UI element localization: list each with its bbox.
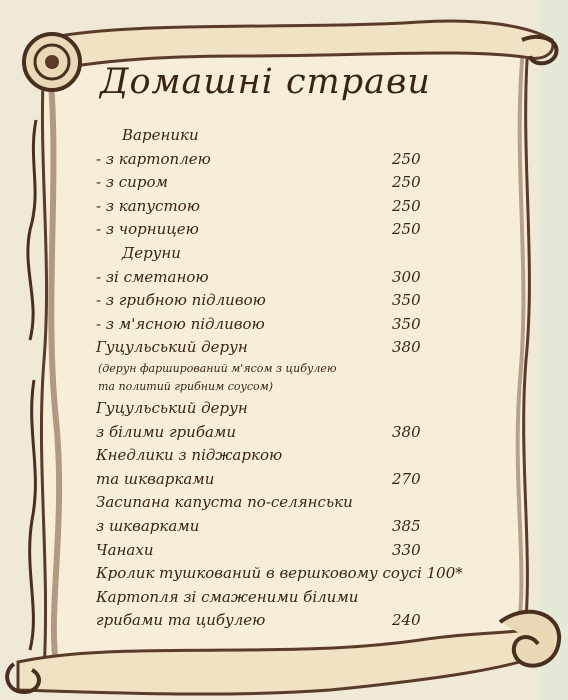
menu-item-row xyxy=(96,266,456,290)
menu-section-heading xyxy=(96,242,456,266)
menu-item-row xyxy=(96,195,456,219)
menu-item-price: 100* xyxy=(421,564,463,583)
menu-item-price: 250 xyxy=(392,149,421,168)
menu-item-name: - з картоплею xyxy=(96,149,211,168)
menu-item-price: 350 xyxy=(392,291,421,310)
menu-item-row xyxy=(96,586,456,610)
menu-item-row xyxy=(96,397,456,421)
menu-item-row xyxy=(96,609,456,633)
menu-item-note xyxy=(96,360,456,379)
menu-item-name: Чанахи xyxy=(96,540,154,559)
menu-item-name: - з капустою xyxy=(96,196,200,215)
menu-item-name: Картопля зі смаженими білими xyxy=(96,587,359,606)
menu-item-row xyxy=(96,171,456,195)
menu-item-name: Гуцульський дерун xyxy=(96,338,248,357)
menu-item-name: Вареники xyxy=(122,126,199,144)
menu-item-name: Кролик тушкований в вершковому соусі xyxy=(96,564,422,583)
menu-item-row xyxy=(96,148,456,172)
menu-item-name: Деруни xyxy=(122,243,181,262)
menu-item-note xyxy=(96,378,456,397)
menu-title: Домашні страви xyxy=(100,62,431,102)
menu-item-row xyxy=(96,218,456,242)
menu-item-name: грибами та цибулею xyxy=(96,611,266,630)
menu-item-price: 380 xyxy=(392,422,421,441)
menu-item-name: - з чорницею xyxy=(96,220,199,239)
menu-item-name: - з грибною підливою xyxy=(96,291,266,310)
menu-item-name: з білими грибами xyxy=(96,422,237,441)
menu-item-name: - зі сметаною xyxy=(96,267,209,286)
menu-item-row xyxy=(96,313,456,337)
menu-item-row xyxy=(96,289,456,313)
menu-item-row xyxy=(96,491,456,515)
menu-item-price: 270 xyxy=(392,469,421,488)
menu-item-name: з шкварками xyxy=(96,516,200,535)
menu-item-row xyxy=(96,515,456,539)
menu-section-heading xyxy=(96,124,456,148)
menu-item-price: 380 xyxy=(392,338,421,357)
menu-item-price: 300 xyxy=(392,267,421,286)
menu-item-row xyxy=(96,336,456,360)
menu-item-price: 250 xyxy=(392,196,421,215)
menu-item-name: - з сиром xyxy=(96,173,168,192)
menu-list xyxy=(96,124,463,633)
menu-item-row xyxy=(96,539,456,563)
menu-item-name: та политий грибним соусом) xyxy=(98,380,274,394)
menu-item-name: (дерун фарширований м'ясом з цибулею xyxy=(98,361,337,375)
menu-item-row xyxy=(96,444,456,468)
menu-item-price: 250 xyxy=(392,173,421,192)
menu-item-row xyxy=(96,468,456,492)
menu-item-name: Засипана капуста по-селянськи xyxy=(96,493,353,512)
menu-item-name: Кнедлики з піджаркою xyxy=(96,446,283,465)
menu-item-name: - з м'ясною підливою xyxy=(96,314,265,333)
menu-item-price: 350 xyxy=(392,314,421,333)
menu-item-name: Гуцульський дерун xyxy=(96,398,248,417)
menu-item-price: 385 xyxy=(392,516,421,535)
menu-item-price: 250 xyxy=(392,220,421,239)
menu-item-name: та шкварками xyxy=(96,469,215,488)
menu-item-row xyxy=(96,562,463,586)
menu-item-price: 330 xyxy=(392,540,421,559)
menu-item-row xyxy=(96,421,456,445)
menu-item-price: 240 xyxy=(392,611,421,630)
